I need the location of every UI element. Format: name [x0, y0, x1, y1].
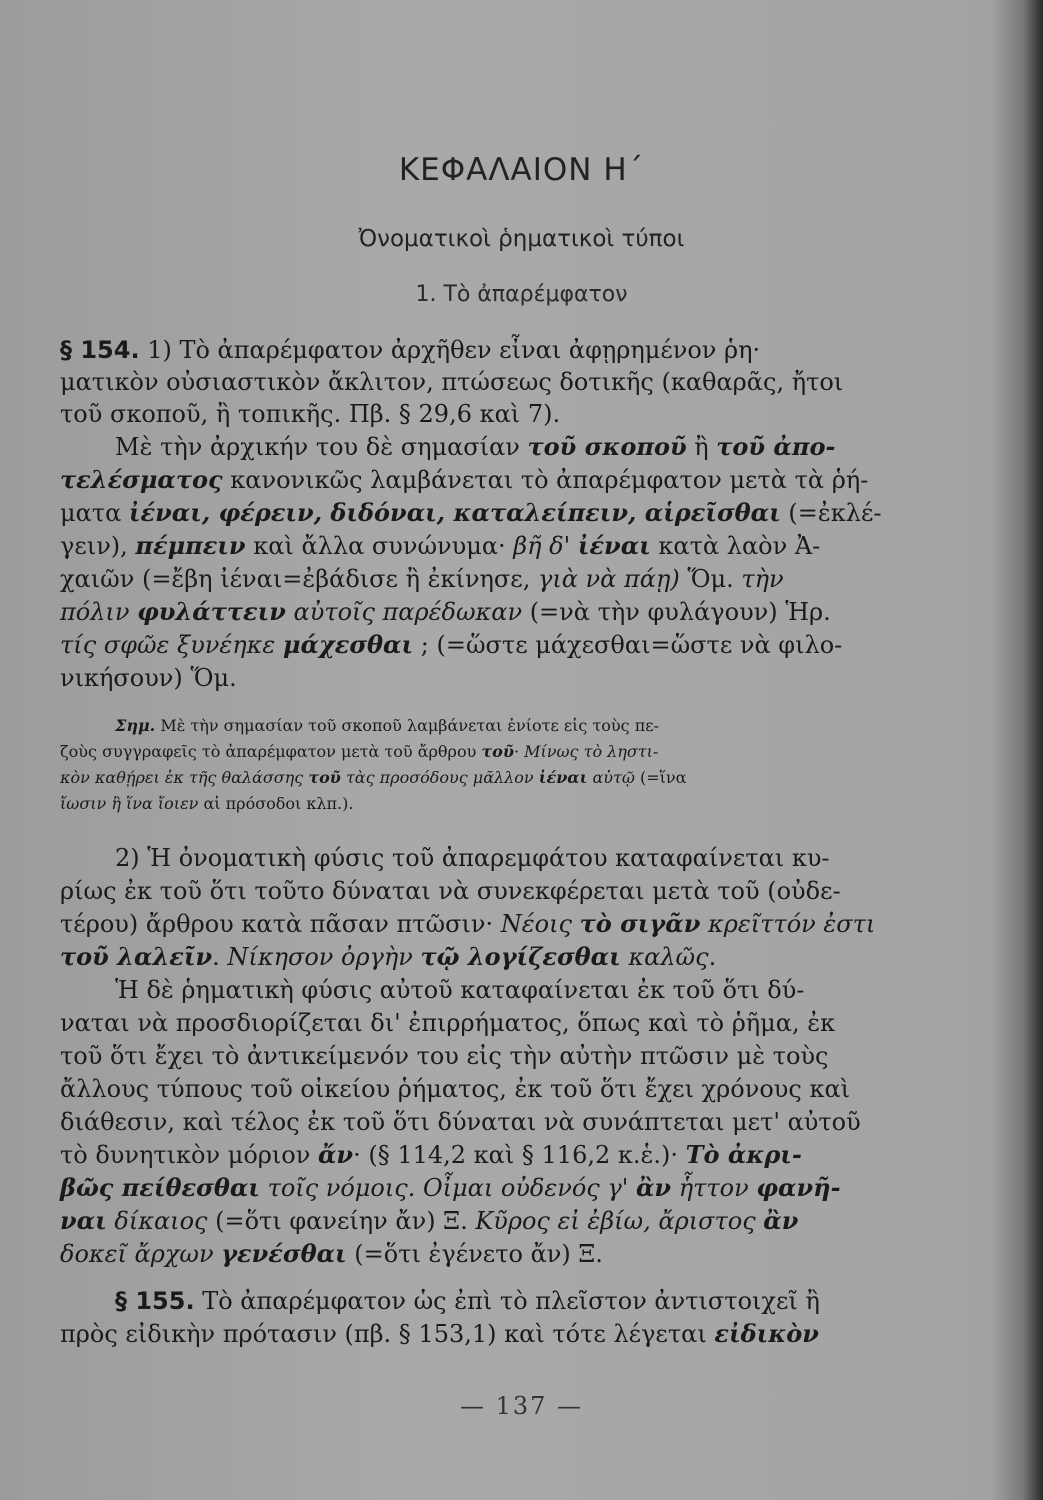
text-span: γιὰ νὰ πάῃ): [537, 565, 680, 593]
text-span: δίκαιος: [114, 1207, 208, 1235]
text-span: τὴν: [741, 565, 784, 593]
text-span: βῶς πείθεσθαι: [60, 1173, 260, 1202]
text-line: [60, 909, 875, 939]
text-span: τοῦ σκοποῦ: [527, 432, 687, 461]
text-span: Νέοις: [500, 910, 580, 938]
text-span: Μίνως τὸ ληστι-: [524, 742, 659, 761]
section-number: § 155.: [115, 1287, 195, 1315]
text-line: [60, 1173, 841, 1203]
text-span: τοῦ λαλεῖν: [60, 942, 213, 971]
text-line: τοῦ σκοποῦ, ἢ τοπικῆς. Πβ. § 29,6 καὶ 7).: [60, 400, 561, 428]
section-heading: 1. Τὸ ἀπαρέμφατον: [415, 282, 628, 307]
text-span: χαιῶν: [60, 565, 135, 593]
text-line: [60, 1319, 819, 1349]
text-span: πέμπειν: [135, 531, 246, 560]
text-span: (=ὅτι ἐγένετο ἄν) Ξ.: [346, 1240, 603, 1268]
text-span: 1) Τὸ ἀπαρέμφατον ἀρχῆθεν εἶναι ἀφῃρημένον ῥη·: [139, 336, 761, 364]
chapter-title: ΚΕΦΑΛΑΙΟΝ Η΄: [398, 152, 645, 188]
text-span: κανονικῶς λαμβάνεται τὸ ἀπαρέμφατον μετὰ τὰ ῥή-: [222, 466, 869, 494]
text-line: [60, 630, 842, 660]
text-line: Ἡ δὲ ῥηματικὴ φύσις αὐτοῦ καταφαίνεται ἐκ τοῦ ὅτι δύ-: [115, 976, 805, 1004]
text-line: τοῦ ὅτι ἔχει τὸ ἀντικείμενόν του εἰς τὴν αὐτὴν πτῶσιν μὲ τοὺς: [60, 1042, 829, 1070]
text-span: αὐτοῖς παρέδωκαν: [293, 598, 523, 626]
text-span: [671, 1174, 679, 1202]
text-line: [115, 1286, 820, 1316]
text-span: δοκεῖ ἄρχων: [60, 1240, 222, 1268]
text-span: [700, 910, 708, 938]
text-span: ἰέναι, φέρειν, διδόναι, καταλείπειν, αἱρεῖσθαι: [128, 498, 781, 527]
page-number: — 137 —: [459, 1392, 584, 1420]
text-span: τοῦ: [308, 768, 341, 787]
text-span: .: [708, 943, 717, 971]
text-span: (=ἵνα: [634, 768, 687, 787]
text-line: [115, 432, 835, 462]
text-span: τοῖς νόμοις. Οἶμαι οὐδενός γ': [267, 1174, 636, 1202]
text-span: πόλιν: [60, 598, 138, 626]
text-span: (=ἐκλέ-: [780, 499, 882, 527]
text-line: [60, 1140, 802, 1170]
text-span: τὸ δυνητικὸν μόριον: [60, 1141, 318, 1169]
text-span: πρὸς εἰδικὴν πρότασιν (πβ. § 153,1) καὶ τότε λέγεται: [60, 1320, 715, 1348]
text-span: τίς σφῶε ξυνέηκε: [60, 631, 283, 659]
text-span: (=νὰ τὴν φυλάγουν) Ἡρ.: [522, 598, 831, 626]
text-span: Νίκησον ὀργὴν: [227, 943, 421, 971]
text-span: κὸν καθῄρει ἐκ τῆς θαλάσσης: [60, 768, 309, 787]
text-line: [60, 564, 784, 594]
text-span: τὰς προσόδους μᾶλλον: [345, 768, 539, 787]
text-span: Μὲ τὴν σημασίαν τοῦ σκοποῦ λαμβάνεται ἐνίοτε εἰς τοὺς πε-: [155, 716, 659, 735]
text-span: κατὰ λαὸν Ἀ-: [658, 532, 821, 560]
text-span: τὸ σιγᾶν: [579, 909, 701, 938]
text-span: [286, 598, 294, 626]
text-span: εἰδικὸν: [714, 1319, 819, 1348]
text-span: [260, 1174, 268, 1202]
text-span: τέρου) ἄρθρου κατὰ πᾶσαν πτῶσιν·: [60, 910, 501, 938]
text-line: [60, 1239, 603, 1269]
text-span: γενέσθαι: [221, 1239, 347, 1268]
text-span: ἧττον: [678, 1174, 757, 1202]
text-span: · (§ 114,2 καὶ § 116,2 κ.ἑ.)·: [353, 1141, 686, 1169]
text-span: φανῆ-: [756, 1173, 841, 1202]
text-line: ἄλλους τύπους τοῦ οἰκείου ῥήματος, ἐκ τοῦ ὅτι ἔχει χρόνους καὶ: [60, 1075, 851, 1103]
text-line: [60, 531, 820, 561]
text-line: [60, 1206, 798, 1236]
note-line: [115, 715, 659, 737]
text-span: καὶ ἄλλα συνώνυμα·: [245, 532, 514, 560]
text-span: αὐτῷ: [592, 768, 635, 787]
text-span: κρεῖττόν ἐστι: [708, 910, 876, 938]
section-number: § 154.: [60, 336, 140, 364]
text-span: ζοὺς συγγραφεῖς τὸ ἀπαρέμφατον μετὰ τοῦ ἄρθρου: [60, 742, 482, 761]
text-span: ἂν: [635, 1173, 672, 1202]
text-span: γειν),: [60, 532, 136, 560]
note-line: [60, 767, 686, 789]
text-span: φυλάττειν: [137, 597, 286, 626]
text-span: ·: [513, 742, 525, 761]
text-span: τελέσματος: [60, 465, 223, 494]
text-span: τοῦ: [481, 742, 514, 761]
text-span: Μὲ τὴν ἀρχικήν του δὲ σημασίαν: [115, 433, 528, 461]
chapter-subtitle: Ὀνοματικοὶ ῥηματικοὶ τύποι: [358, 226, 685, 252]
text-span: ἂν: [763, 1206, 799, 1235]
text-span: τῷ λογίζεσθαι: [420, 942, 621, 971]
text-span: καλῶς: [628, 943, 709, 971]
text-line: [60, 498, 882, 528]
text-span: τοῦ ἀπο-: [716, 432, 836, 461]
text-span: Τὸ ἀπαρέμφατον ὡς ἐπὶ τὸ πλεῖστον ἀντιστοιχεῖ ἢ: [194, 1287, 820, 1315]
text-line: 2) Ἡ ὀνοματικὴ φύσις τοῦ ἀπαρεμφάτου καταφαίνεται κυ-: [115, 844, 830, 872]
text-line: [60, 942, 716, 972]
text-span: (=ὅτι φανείην ἄν) Ξ.: [207, 1207, 476, 1235]
text-span: ἢ: [686, 433, 717, 461]
text-span: ματα: [60, 499, 129, 527]
text-span: ἰέναι: [538, 768, 588, 787]
text-line: ρίως ἐκ τοῦ ὅτι τοῦτο δύναται νὰ συνεκφέρεται μετὰ τοῦ (οὐδε-: [60, 877, 841, 905]
text-span: αἱ πρόσοδοι κλπ.).: [198, 794, 354, 813]
text-line: [60, 465, 868, 495]
text-line: [60, 335, 760, 365]
text-span: ναι: [60, 1206, 107, 1235]
note-line: [60, 741, 658, 763]
text-line: νικήσουν) Ὅμ.: [60, 664, 237, 692]
text-span: ἰέναι: [577, 531, 651, 560]
text-span: Τὸ ἀκρι-: [685, 1140, 802, 1169]
text-span: ἄν: [317, 1140, 354, 1169]
text-span: βῆ δ': [513, 532, 578, 560]
text-span: ; (=ὥστε μάχεσθαι=ὥστε νὰ φιλο-: [413, 631, 843, 659]
text-span: (=ἔβη ἰέναι=ἐβάδισε ἢ ἐκίνησε,: [134, 565, 538, 593]
text-span: Σημ.: [115, 716, 156, 735]
text-span: Κῦρος εἰ ἐβίω, ἄριστος: [475, 1207, 764, 1235]
text-line: διάθεσιν, καὶ τέλος ἐκ τοῦ ὅτι δύναται νὰ συνάπτεται μετ' αὐτοῦ: [60, 1108, 861, 1136]
text-span: μάχεσθαι: [282, 630, 414, 659]
text-span: .: [212, 943, 228, 971]
note-line: [60, 793, 353, 815]
text-line: ναται νὰ προσδιορίζεται δι' ἐπιρρήματος, ὅπως καὶ τὸ ῥῆμα, ἐκ: [60, 1009, 836, 1037]
text-line: [60, 597, 831, 627]
text-span: ἴωσιν ἢ ἵνα ἴοιεν: [60, 794, 199, 813]
text-span: Ὅμ.: [679, 565, 742, 593]
text-line: ματικὸν οὐσιαστικὸν ἄκλιτον, πτώσεως δοτικῆς (καθαρᾶς, ἤτοι: [60, 368, 844, 396]
